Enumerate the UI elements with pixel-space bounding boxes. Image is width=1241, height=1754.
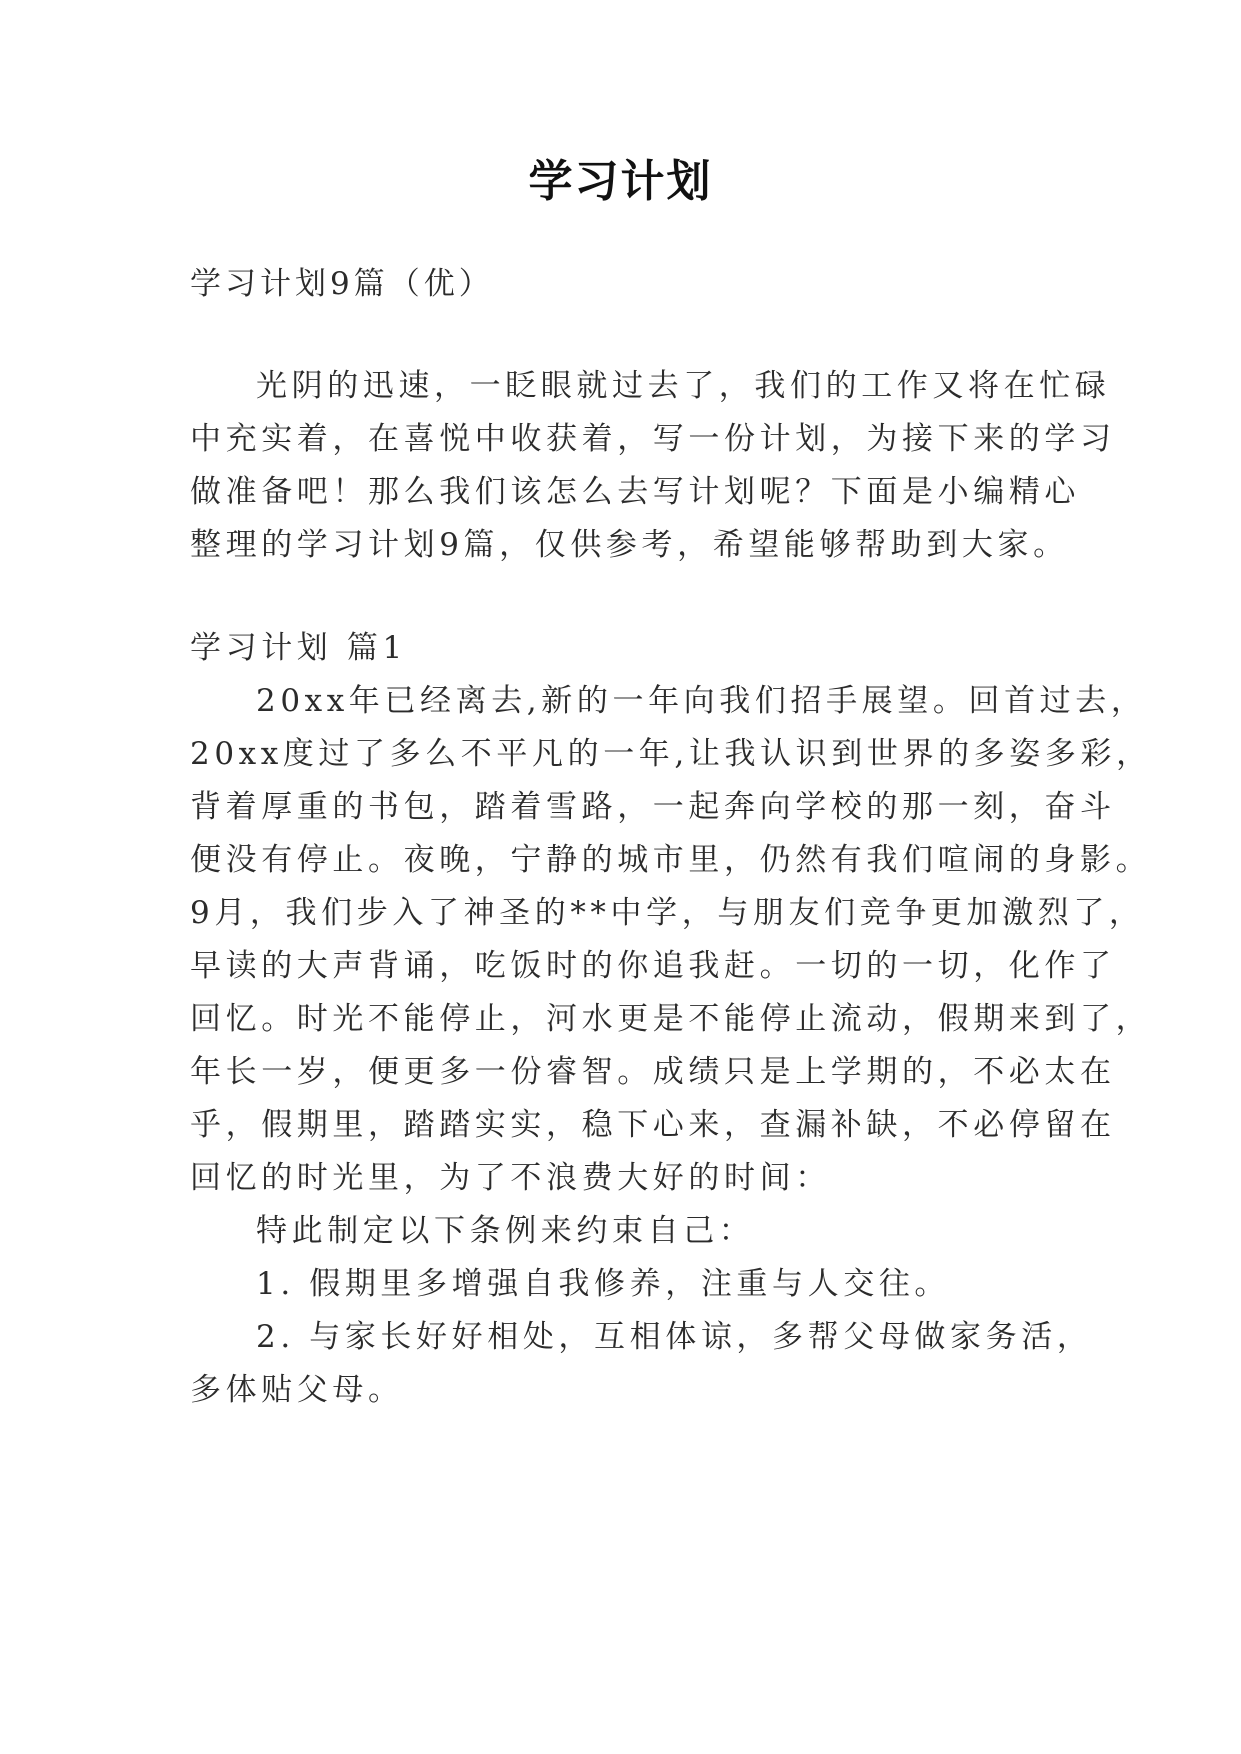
body-line: 便没有停止。夜晚，宁静的城市里，仍然有我们喧闹的身影。 bbox=[190, 842, 1152, 878]
body-line: 20xx度过了多么不平凡的一年,让我认识到世界的多姿多彩， bbox=[190, 736, 1152, 772]
body-line: 回忆的时光里，为了不浪费大好的时间： bbox=[190, 1160, 831, 1196]
rule-item-2: 2. 与家长好好相处，互相体谅，多帮父母做家务活， bbox=[256, 1319, 1093, 1355]
intro-line: 光阴的迅速，一眨眼就过去了，我们的工作又将在忙碌 bbox=[256, 368, 1111, 404]
body-line: 早读的大声背诵，吃饭时的你追我赶。一切的一切，化作了 bbox=[190, 948, 1116, 984]
body-line: 9月，我们步入了神圣的**中学，与朋友们竞争更加激烈了， bbox=[190, 895, 1145, 931]
document-subtitle: 学习计划9篇（优） bbox=[190, 266, 494, 302]
rule-item-1: 1. 假期里多增强自我修养，注重与人交往。 bbox=[256, 1266, 951, 1302]
body-line: 回忆。时光不能停止，河水更是不能停止流动，假期来到了， bbox=[190, 1001, 1152, 1037]
body-line: 20xx年已经离去,新的一年向我们招手展望。回首过去， bbox=[256, 683, 1147, 719]
body-line: 乎，假期里，踏踏实实，稳下心来，查漏补缺，不必停留在 bbox=[190, 1107, 1116, 1143]
intro-line: 整理的学习计划9篇，仅供参考，希望能够帮助到大家。 bbox=[190, 527, 1069, 563]
body-line: 年长一岁，便更多一份睿智。成绩只是上学期的，不必太在 bbox=[190, 1054, 1116, 1090]
intro-line: 中充实着，在喜悦中收获着，写一份计划，为接下来的学习 bbox=[190, 421, 1116, 457]
intro-line: 做准备吧！那么我们该怎么去写计划呢？下面是小编精心 bbox=[190, 474, 1080, 510]
rules-intro: 特此制定以下条例来约束自己： bbox=[256, 1213, 755, 1249]
rule-item-2-continued: 多体贴父母。 bbox=[190, 1372, 404, 1408]
document-title: 学习计划 bbox=[528, 156, 713, 207]
body-line: 背着厚重的书包，踏着雪路，一起奔向学校的那一刻，奋斗 bbox=[190, 789, 1116, 825]
section-heading: 学习计划 篇1 bbox=[190, 630, 407, 666]
